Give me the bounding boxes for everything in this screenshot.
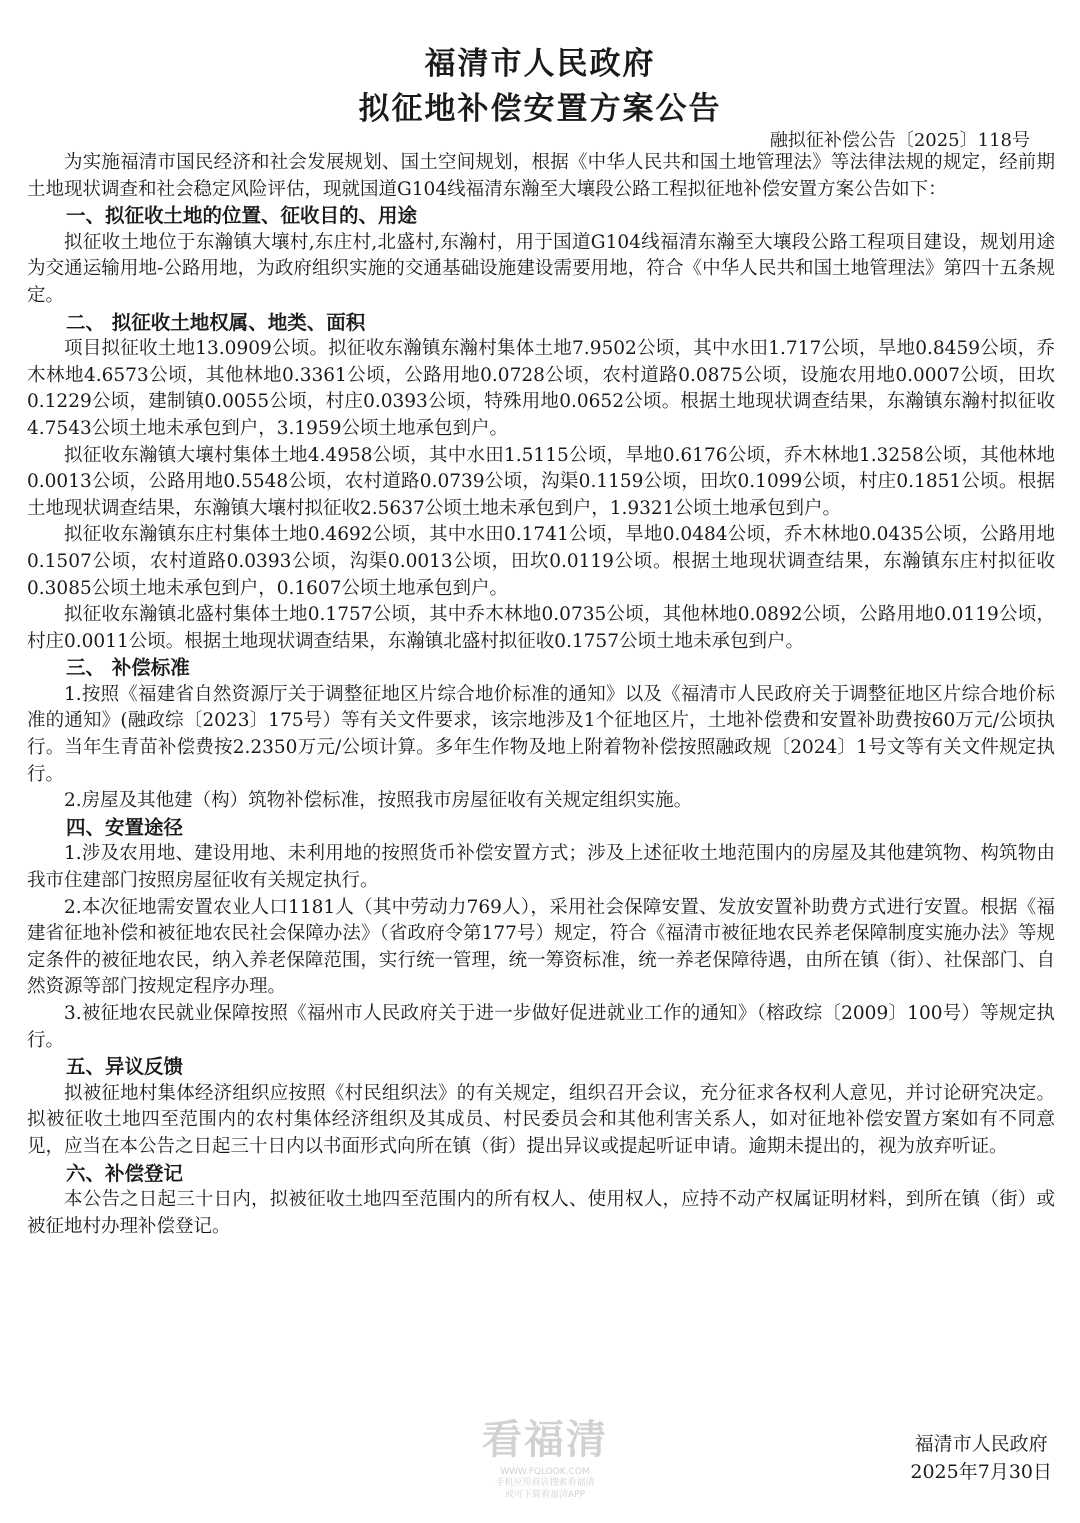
section-heading-location: 一、拟征收土地的位置、征收目的、用途 [66, 204, 418, 228]
document-number: 融拟征补偿公告〔2025〕118号 [769, 130, 1030, 151]
watermark-tip: 手机应用商店搜索看福清 [495, 1478, 595, 1488]
section-paragraph: 本公告之日起三十日内，拟被征收土地四至范围内的所有权人、使用权人，应持不动产权属证明材料，到所在镇（街）或被征地村办理补偿登记。 [27, 1189, 1055, 1237]
section-heading-ownership: 二、 拟征收土地权属、地类、面积 [66, 310, 366, 334]
intro-paragraph: 为实施福清市国民经济和社会发展规划、国土空间规划，根据《中华人民共和国土地管理法》等法律法规的规定，经前期土地现状调查和社会稳定风险评估，现就国道G104线福清东瀚至大壤段公路工程拟征地补偿安置方案公告如下： [27, 152, 1055, 200]
section-paragraph: 拟征收东瀚镇北盛村集体土地0.1757公顷，其中乔木林地0.0735公顷，其他林地0.0892公顷，公路用地0.0119公顷，村庄0.0011公顷。根据土地现状调查结果，东瀚镇北盛村拟征收0.1757公顷土地未承包到户。 [27, 604, 1055, 652]
watermark-logo: 看福清 [482, 1417, 608, 1463]
signature-date: 2025年7月30日 [910, 1461, 1052, 1483]
announcement-body [27, 150, 1055, 1240]
page-title: 拟征地补偿安置方案公告 [358, 91, 722, 127]
signature-issuer: 福清市人民政府 [914, 1433, 1048, 1455]
section-paragraph: 2.本次征地需安置农业人口1181人（其中劳动力769人），采用社会保障安置、发放安置补助费方式进行安置。根据《福建省征地补偿和被征地农民社会保障办法》（省政府令第177号）规定，符合《福清市被征地农民养老保障制度实施办法》等规定条件的被征地农民，纳入养老保障范围，实行统一管理，统一筹资标准，统一养老保障待遇，由所在镇（街）、社保部门、自然资源等部门按规定程序办理。 [27, 896, 1055, 998]
page-title-issuer: 福清市人民政府 [424, 46, 656, 82]
watermark-tip: 或可下载看福清APP [504, 1490, 585, 1500]
section-paragraph: 3.被征地农民就业保障按照《福州市人民政府关于进一步做好促进就业工作的通知》（榕政综〔2009〕100号）等规定执行。 [27, 1003, 1055, 1051]
section-paragraph: 拟被征地村集体经济组织应按照《村民组织法》的有关规定，组织召开会议，充分征求各权利人意见，并讨论研究决定。拟被征收土地四至范围内的农村集体经济组织及其成员、村民委员会和其他利害关系人，如对征地补偿安置方案如有不同意见，应当在本公告之日起三十日内以书面形式向所在镇（街）提出异议或提起听证申请。逾期未提出的，视为放弃听证。 [27, 1082, 1055, 1157]
section-paragraph: 1.按照《福建省自然资源厅关于调整征地区片综合地价标准的通知》以及《福清市人民政府关于调整征地区片综合地价标准的通知》(融政综〔2023〕175号）等有关文件要求，该宗地涉及1个征地区片，土地补偿费和安置补助费按60万元/公顷执行。当年生青苗补偿费按2.2350万元/公顷计算。多年生作物及地上附着物补偿按照融政规〔2024〕1号文等有关文件规定执行。 [27, 683, 1055, 785]
watermark-url: WWW.FQLOOK.COM [500, 1467, 590, 1477]
section-heading-compensation: 三、 补偿标准 [66, 656, 190, 680]
section-heading-objection: 五、异议反馈 [66, 1055, 184, 1079]
section-paragraph: 1.涉及农用地、建设用地、未利用地的按照货币补偿安置方式；涉及上述征收土地范围内的房屋及其他建筑物、构筑物由我市住建部门按照房屋征收有关规定执行。 [27, 843, 1055, 892]
watermark [470, 1408, 620, 1501]
section-paragraph: 拟征收东瀚镇大壤村集体土地4.4958公顷，其中水田1.5115公顷，旱地0.6176公顷，乔木林地1.3258公顷，其他林地0.0013公顷，公路用地0.5548公顷，农村道路0.0739公顷，沟渠0.1159公顷，田坎0.1099公顷，村庄0.1851公顷。根据土地现状调查结果，东瀚镇大壤村拟征收2.5637公顷土地未承包到户，1.9321公顷土地承包到户。 [27, 444, 1055, 519]
section-paragraph: 2.房屋及其他建（构）筑物补偿标准，按照我市房屋征收有关规定组织实施。 [64, 790, 693, 812]
section-paragraph: 拟征收东瀚镇东庄村集体土地0.4692公顷，其中水田0.1741公顷，旱地0.0484公顷，乔木林地0.0435公顷，公路用地0.1507公顷，农村道路0.0393公顷，沟渠0.0013公顷，田坎0.0119公顷。根据土地现状调查结果，东瀚镇东庄村拟征收0.3085公顷土地未承包到户，0.1607公顷土地承包到户。 [27, 524, 1055, 599]
section-paragraph: 项目拟征收土地13.0909公顷。拟征收东瀚镇东瀚村集体土地7.9502公顷，其中水田1.717公顷，旱地0.8459公顷，乔木林地4.6573公顷，其他林地0.3361公顷，公路用地0.0728公顷，农村道路0.0875公顷，设施农用地0.0007公顷，田坎0.1229公顷，建制镇0.0055公顷，村庄0.0393公顷，特殊用地0.0652公顷。根据土地现状调查结果，东瀚镇东瀚村拟征收4.7543公顷土地未承包到户，3.1959公顷土地承包到户。 [27, 338, 1055, 439]
section-heading-registration: 六、补偿登记 [66, 1161, 184, 1185]
section-paragraph: 拟征收土地位于东瀚镇大壤村,东庄村,北盛村,东瀚村，用于国道G104线福清东瀚至大壤段公路工程项目建设，规划用途为交通运输用地-公路用地，为政府组织实施的交通基础设施建设需要用地，符合《中华人民共和国土地管理法》第四十五条规定。 [27, 231, 1055, 306]
signature-block [910, 1430, 1052, 1486]
section-heading-resettlement: 四、安置途径 [66, 815, 184, 839]
